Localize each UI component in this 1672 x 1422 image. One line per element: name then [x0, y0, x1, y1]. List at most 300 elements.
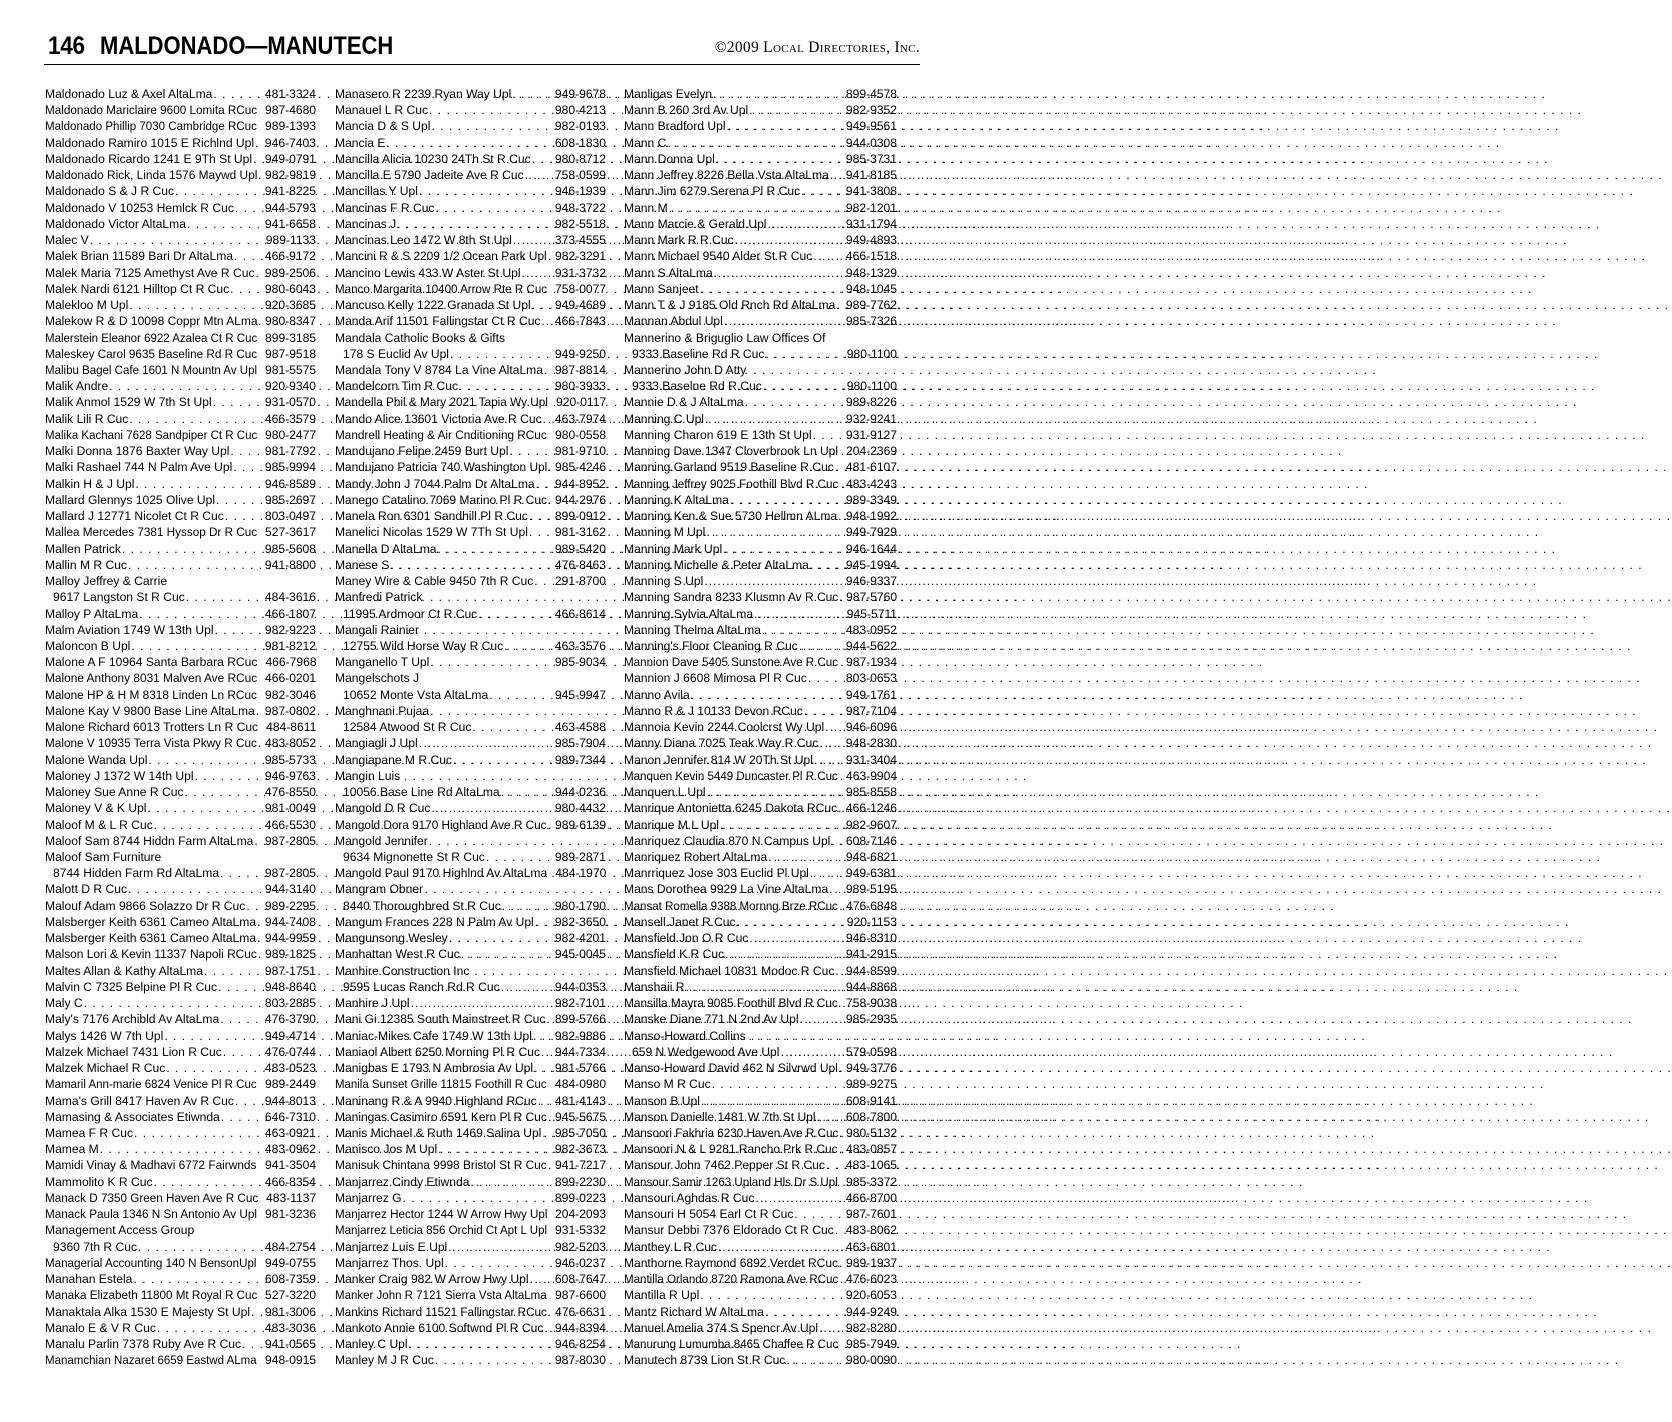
listing-entry	[45, 265, 316, 281]
listing-name: Mann Donna Upl	[624, 151, 715, 166]
listing-name: Mandelcorn Tim R Cuc	[335, 379, 458, 394]
listing-entry	[335, 330, 606, 346]
listing-entry	[624, 443, 897, 459]
listing-phone: 987-1934	[846, 655, 898, 670]
listing-entry	[624, 281, 897, 297]
listing-entry	[624, 232, 897, 248]
listing-name: Mando Alice 13601 Victoria Ave R Cuc	[335, 411, 542, 426]
listing-entry	[624, 1141, 897, 1157]
listing-entry	[335, 784, 606, 800]
listing-name: Manley M J R Cuc	[335, 1353, 434, 1368]
listing-name: Manson Danielle 1481 W 7th St Upl	[624, 1109, 816, 1124]
dot-leader	[187, 216, 264, 232]
listing-name: Manquen L Upl	[624, 785, 706, 800]
dot-leader	[186, 589, 264, 605]
listing-phone: 980-1100	[846, 379, 897, 394]
listing-phone: 982-3650	[554, 914, 606, 929]
listing-entry	[624, 183, 897, 199]
listing-entry	[624, 541, 897, 557]
dot-leader	[548, 817, 554, 833]
listing-name: Maltes Allan & Kathy AltaLma	[45, 963, 203, 978]
page-number: 146	[48, 32, 85, 60]
listing-entry	[335, 930, 606, 946]
listing-name: Manso-Howard Collins	[624, 1028, 746, 1043]
dot-leader	[819, 735, 845, 751]
listing-entry	[45, 898, 316, 914]
listing-name: Manrriquez Jose 303 Euclid Pl Upl	[624, 866, 809, 881]
listing-entry	[624, 427, 897, 443]
listing-name: Maly's 7176 Archibld Av AltaLma	[45, 1012, 220, 1027]
listing-name: Mani Gi 12385 South Mainstreet R Cuc	[335, 1012, 546, 1027]
listing-name: Mallea Mercedes 7381 Hyssop Dr R Cuc	[45, 525, 258, 540]
dot-leader	[720, 817, 845, 833]
listing-entry	[335, 1011, 606, 1027]
listing-phone: 987-8814	[554, 362, 606, 377]
listing-entry	[624, 979, 897, 995]
dot-leader	[129, 297, 264, 313]
dot-leader	[799, 638, 845, 654]
dot-leader	[713, 86, 845, 102]
dot-leader	[470, 1174, 553, 1190]
listing-name: Maldonado Rick, Linda 1576 Maywd Upl	[45, 168, 258, 183]
listing-phone: 989-1133	[265, 233, 316, 248]
listing-phone: 204-2369	[846, 444, 898, 459]
dot-leader	[435, 1352, 554, 1368]
listing-phone: 982-9223	[264, 622, 316, 637]
listing-entry	[624, 946, 897, 962]
listing-name: Mangram Obner	[335, 882, 424, 897]
listing-phone: 987-0802	[264, 703, 316, 718]
listing-entry	[624, 930, 897, 946]
listing-entry	[335, 1093, 606, 1109]
listing-phone: 985-8558	[845, 785, 897, 800]
dot-leader	[431, 800, 553, 816]
listing-phone: 944-3140	[264, 882, 316, 897]
listing-phone: 985-3731	[845, 151, 897, 166]
listing-phone: 466-3579	[264, 411, 316, 426]
dot-leader	[768, 216, 845, 232]
listing-name: Manutech 8739 Lion St R Cuc	[624, 1353, 786, 1368]
dot-leader	[801, 183, 845, 199]
listing-phone: 483-0952	[845, 622, 897, 637]
listing-entry	[45, 200, 316, 216]
listing-phone: 476-6631	[555, 1304, 607, 1319]
listing-name: Manker John R 7121 Sierra Vsta AltaLma	[335, 1288, 547, 1303]
dot-leader	[148, 800, 264, 816]
listing-name: Managerial Accounting 140 N BensonUpl	[45, 1255, 257, 1270]
listing-entry	[45, 1320, 316, 1336]
listing-phone: 466-5530	[264, 817, 316, 832]
listing-entry	[335, 817, 606, 833]
listing-entry	[45, 378, 316, 394]
listing-entry	[45, 1093, 316, 1109]
listing-phone: 948-6821	[845, 850, 897, 865]
listing-entry	[335, 135, 606, 151]
dot-leader	[826, 1157, 845, 1173]
listing-phone: 608-7647	[554, 1272, 606, 1287]
listing-name: Mangold Jennifer	[335, 833, 428, 848]
listing-entry	[335, 508, 606, 524]
listing-entry	[335, 443, 606, 459]
listing-entry	[335, 638, 606, 654]
listing-phone: 758-9038	[846, 996, 898, 1011]
dot-leader	[242, 1336, 264, 1352]
dot-leader	[128, 557, 264, 573]
listing-entry	[335, 216, 606, 232]
listing-entry	[45, 881, 316, 897]
listing-name: Malik Lili R Cuc	[45, 411, 129, 426]
listing-phone: 985-7904	[554, 736, 606, 751]
listing-entry	[335, 232, 606, 248]
listing-entry	[624, 1190, 897, 1206]
listing-phone: 982-0193	[554, 119, 606, 134]
listing-name: Mann Sanjeet	[624, 281, 699, 296]
listing-entry	[45, 1190, 316, 1206]
listing-name: Mann Jim 6279 Serena Pl R Cuc	[624, 184, 801, 199]
listing-column-1	[45, 86, 316, 1369]
listing-phone: 466-1246	[845, 801, 897, 816]
listing-name: Mandy John J 7044 Palm Dr AltaLma	[335, 476, 535, 491]
dot-leader	[704, 573, 845, 589]
dot-leader	[534, 1060, 554, 1076]
listing-name: 8440 Thoroughbred St R Cuc	[343, 898, 501, 913]
listing-name: Manjarrez Luis E Upl	[335, 1239, 448, 1254]
listing-name: Manjarrez G	[335, 1190, 402, 1205]
listing-name: Maly C	[45, 996, 83, 1011]
dot-leader	[800, 1011, 845, 1027]
dot-leader	[148, 752, 263, 768]
listing-entry	[624, 817, 897, 833]
listing-phone: 949-4689	[554, 298, 606, 313]
page-title: MALDONADO—MANUTECH	[100, 32, 394, 60]
listing-phone: 527-3617	[265, 525, 317, 540]
listing-phone: 945-9947	[554, 687, 606, 702]
listing-name: Malzek Michael 7431 Lion R Cuc	[45, 1044, 222, 1059]
listing-name: Manghnani Pujaa	[335, 703, 430, 718]
listing-entry	[335, 313, 606, 329]
dot-leader	[813, 248, 845, 264]
dot-leader	[448, 1239, 554, 1255]
dot-leader	[700, 1287, 845, 1303]
listing-name: Malekow R & D 10098 Coppr Mtn ALma	[45, 314, 258, 329]
listing-entry	[624, 1352, 897, 1368]
listing-name: Mancia E	[335, 135, 386, 150]
dot-leader	[230, 443, 263, 459]
listing-entry	[624, 784, 897, 800]
listing-entry	[45, 914, 316, 930]
listing-entry	[45, 1028, 316, 1044]
listing-entry	[45, 1011, 316, 1027]
listing-entry	[335, 1190, 606, 1206]
listing-phone: 920-6053	[845, 1288, 897, 1303]
dot-leader	[430, 654, 554, 670]
dot-leader	[128, 881, 264, 897]
dot-leader	[714, 265, 845, 281]
listing-name: Mangiapane M R Cuc	[335, 752, 452, 767]
dot-leader	[839, 1060, 845, 1076]
listing-name: Mamea F R Cuc	[45, 1126, 134, 1140]
listing-entry	[624, 622, 897, 638]
listing-phone: 949-4893	[845, 233, 897, 248]
dot-leader	[831, 833, 845, 849]
listing-name: Maldonado V 10253 Hemlck R Cuc	[45, 200, 234, 215]
listing-entry	[335, 979, 606, 995]
listing-entry	[45, 719, 316, 735]
listing-name: Manisuk Chintana 9998 Bristol St R Cuc	[335, 1158, 547, 1173]
dot-leader	[735, 232, 845, 248]
dot-leader	[716, 151, 845, 167]
dot-leader	[220, 865, 264, 881]
listing-phone: 985-2697	[264, 492, 316, 507]
listing-entry	[624, 1287, 897, 1303]
dot-leader	[700, 281, 845, 297]
listing-entry	[624, 849, 897, 865]
listing-entry	[335, 492, 606, 508]
listing-phone: 481-4143	[554, 1093, 606, 1108]
listing-name: Malec V	[45, 233, 89, 248]
listing-phone: 941-2915	[845, 947, 897, 962]
listing-name: Manning Michelle & Peter AltaLma	[624, 557, 809, 572]
listing-name: Manganello T Upl	[335, 655, 430, 670]
listing-phone: 463-6801	[845, 1239, 897, 1254]
listing-name: Mallen Patrick	[45, 541, 121, 556]
listing-entry	[335, 1174, 606, 1190]
listing-name: Maldonado Victor AltaLma	[45, 216, 186, 231]
listing-entry	[335, 768, 606, 784]
listing-entry	[335, 1044, 606, 1060]
listing-entry	[45, 654, 316, 670]
listing-name: Manasero R 2239 Ryan Way Upl	[335, 87, 512, 101]
dot-leader	[839, 1141, 845, 1157]
listing-phone: 982-3291	[555, 249, 607, 264]
dot-leader	[166, 1060, 264, 1076]
listing-name: Mangold Dora 9170 Highland Ave R Cuc	[335, 817, 547, 832]
listing-name: Mann M	[624, 200, 668, 215]
listing-name: Manso-Howard David 462 N Silvrwd Upl	[624, 1061, 838, 1076]
listing-name: Maniac-Mikes Cafe 1749 W 13th Upl	[335, 1028, 532, 1043]
listing-entry	[335, 1336, 606, 1352]
dot-leader	[538, 1093, 554, 1109]
listing-phone: 931-0570	[264, 395, 316, 410]
dot-leader	[449, 930, 554, 946]
listing-phone: 476-8550	[264, 785, 316, 800]
listing-name: Mann T & J 9185 Old Rnch Rd AltaLma	[624, 298, 836, 313]
listing-name: Mannion Dave 5405 Sunstone Ave R Cuc	[624, 655, 839, 670]
listing-phone: 985-4246	[555, 460, 607, 475]
dot-leader	[419, 735, 554, 751]
listing-phone: 944-0236	[554, 785, 606, 800]
listing-entry	[45, 573, 316, 589]
page-header	[44, 30, 920, 64]
listing-entry	[624, 1028, 897, 1044]
listing-entry	[624, 102, 897, 118]
listing-phone: 985-9034	[554, 655, 606, 670]
listing-entry	[335, 573, 606, 589]
listing-name: Malibu Bagel Cafe 1601 N Mountn Av Upl	[45, 362, 258, 377]
dot-leader	[686, 979, 845, 995]
dot-leader	[234, 248, 264, 264]
listing-phone: 982-3046	[265, 687, 317, 702]
dot-leader	[544, 362, 554, 378]
dot-leader	[705, 411, 845, 427]
listing-phone: 949-0791	[264, 151, 316, 166]
listing-name: Manrique M L Upl	[624, 817, 719, 832]
dot-leader	[445, 1255, 554, 1271]
listing-phone: 941-8185	[845, 168, 897, 183]
dot-leader	[256, 265, 264, 281]
listing-entry	[624, 346, 897, 362]
dot-leader	[419, 183, 554, 199]
listing-name: Mangin Luis	[335, 768, 401, 783]
listing-entry	[624, 573, 897, 589]
listing-phone: 987-2805	[264, 866, 316, 881]
listing-phone: 463-7974	[554, 411, 606, 426]
listing-phone: 944-9959	[264, 931, 316, 946]
listing-name: Mamaril Ann-marie 6824 Venice Pl R Cuc	[45, 1077, 257, 1092]
listing-entry	[624, 735, 897, 751]
listing-entry	[45, 1060, 316, 1076]
listing-entry	[45, 1125, 316, 1141]
dot-leader	[411, 995, 554, 1011]
listing-name: Manshaii R	[624, 979, 685, 994]
dot-leader	[459, 378, 554, 394]
listing-name: Maloncon B Upl	[45, 638, 131, 653]
listing-name: Manning Dave 1347 Cloverbrook Ln Upl	[624, 444, 839, 459]
listing-phone: 899-0223	[554, 1190, 606, 1205]
listing-name: Malott D R Cuc	[45, 882, 127, 897]
dot-leader	[548, 1109, 554, 1125]
listing-entry	[45, 248, 316, 264]
listing-entry	[45, 1174, 316, 1190]
listing-phone: 980-4213	[554, 103, 606, 118]
listing-entry	[45, 622, 316, 638]
listing-phone: 985-2935	[845, 1012, 897, 1027]
dot-leader	[725, 946, 845, 962]
listing-name: Mansouri H 5054 Earl Ct R Cuc	[624, 1207, 794, 1222]
listing-name: Maldonado S & J R Cuc	[45, 184, 175, 199]
dot-leader	[829, 881, 845, 897]
dot-leader	[548, 248, 554, 264]
dot-leader	[213, 394, 264, 410]
listing-name: Manack D 7350 Green Haven Ave R Cuc	[45, 1190, 259, 1205]
listing-entry	[624, 330, 897, 346]
listing-name: Malik Anmol 1529 W 7th St Upl	[45, 395, 212, 410]
listing-phone: 985-7326	[845, 314, 897, 329]
listing-name: Maningas Casimiro 6591 Kern Pl R Cuc	[335, 1109, 547, 1124]
listing-phone: 899-5766	[554, 1012, 606, 1027]
listing-phone: 982-8280	[845, 1320, 897, 1335]
dot-leader	[230, 281, 264, 297]
listing-name: Malone Richard 6013 Trotters Ln R Cuc	[45, 720, 259, 735]
listing-name: Mansfield Jon O R Cuc	[624, 931, 749, 946]
listing-phone: 987-9518	[265, 346, 317, 361]
listing-phone: 803-0653	[845, 671, 897, 686]
dot-leader	[548, 492, 554, 508]
listing-name: Malson Lori & Kevin 11337 Napoli RCuc	[45, 947, 257, 962]
listing-name: Mannerino & Briguglio Law Offices Of	[624, 330, 826, 345]
listing-phone: 463-3576	[554, 638, 606, 653]
listing-name: Manley C Upl	[335, 1337, 408, 1352]
listing-name: Mandujano Patricia 740 Washington Upl	[335, 460, 548, 475]
listing-entry	[45, 297, 316, 313]
listing-name: Mansoori N & L 9281 Rancho Prk R Cuc	[624, 1142, 838, 1157]
listing-name: Manjarrez Leticia 856 Orchid Ct Apt L Upl	[335, 1223, 548, 1238]
listing-name: Malek Nardi 6121 Hilltop Ct R Cuc	[45, 281, 230, 296]
listing-phone: 948-3722	[554, 200, 606, 215]
listing-name: 9617 Langston St R Cuc	[53, 590, 185, 605]
listing-name: Manny Diana 7025 Teak Way R Cuc	[624, 736, 819, 751]
listing-phone: 980-8712	[554, 151, 606, 166]
listing-entry	[624, 995, 897, 1011]
dot-leader	[138, 1239, 264, 1255]
listing-name: Manhire Construction Inc	[335, 963, 470, 978]
listing-entry	[335, 833, 606, 849]
listing-phone: 944-8952	[554, 476, 606, 491]
listing-phone: 483-3036	[264, 1320, 316, 1335]
dot-leader	[804, 703, 845, 719]
listing-phone: 483-4243	[846, 476, 898, 491]
listing-name: Malone Anthony 8031 Malven Ave RCuc	[45, 671, 258, 686]
listing-entry	[624, 1157, 897, 1173]
listing-entry	[624, 476, 897, 492]
dot-leader	[768, 849, 845, 865]
listing-name: Manda Arif 11501 Fallingstar Ct R Cuc	[335, 314, 541, 329]
listing-entry	[624, 265, 897, 281]
listing-phone: 941-8225	[264, 184, 316, 199]
listing-name: Mantilla Orlando 8720 Ramona Ave RCuc	[624, 1272, 839, 1287]
listing-name: Mangali Rainier	[335, 622, 420, 637]
dot-leader	[529, 508, 554, 524]
listing-name: Mannion J 6608 Mimosa Pl R Cuc	[624, 671, 807, 686]
listing-entry	[624, 1093, 897, 1109]
listing-phone: 483-8062	[845, 1223, 897, 1238]
dot-leader	[100, 1141, 264, 1157]
listing-entry	[624, 638, 897, 654]
listing-entry	[624, 1255, 897, 1271]
listing-entry	[45, 865, 316, 881]
listing-phone: 920-9340	[264, 379, 316, 394]
listing-phone: 944-0308	[845, 135, 897, 150]
listing-entry	[335, 346, 606, 362]
listing-entry	[45, 946, 316, 962]
listing-name: Mangunsong Wesley	[335, 931, 448, 946]
listing-name: Mannerino John D Atty	[624, 362, 747, 377]
listing-phone: 985-7949	[846, 1337, 898, 1352]
listing-name: Manela Ron 6301 Sandhill Pl R Cuc	[335, 509, 528, 524]
dot-leader	[817, 1109, 845, 1125]
dot-leader	[390, 557, 553, 573]
listing-entry	[624, 833, 897, 849]
dot-leader	[838, 508, 845, 524]
listing-entry	[45, 135, 316, 151]
dot-leader	[233, 459, 264, 475]
listing-name: Manego Catalino 7069 Marino Pl R Cuc	[335, 492, 548, 507]
listing-entry	[45, 1206, 316, 1222]
listing-name: Malone A F 10964 Santa Barbara RCuc	[45, 655, 258, 670]
listing-phone: 949-6381	[845, 866, 897, 881]
listing-phone: 987-5760	[846, 590, 898, 605]
listing-entry	[45, 833, 316, 849]
listing-entry	[335, 995, 606, 1011]
listing-phone: 920-3685	[264, 298, 316, 313]
listing-phone: 949-9561	[845, 119, 897, 134]
listing-entry	[335, 86, 606, 102]
listing-phone: 483-8052	[265, 736, 317, 751]
listing-name: Maninang R & A 9940 Highland RCuc	[335, 1093, 537, 1108]
listing-entry	[45, 752, 316, 768]
listing-entry	[335, 459, 606, 475]
listing-entry	[624, 654, 897, 670]
